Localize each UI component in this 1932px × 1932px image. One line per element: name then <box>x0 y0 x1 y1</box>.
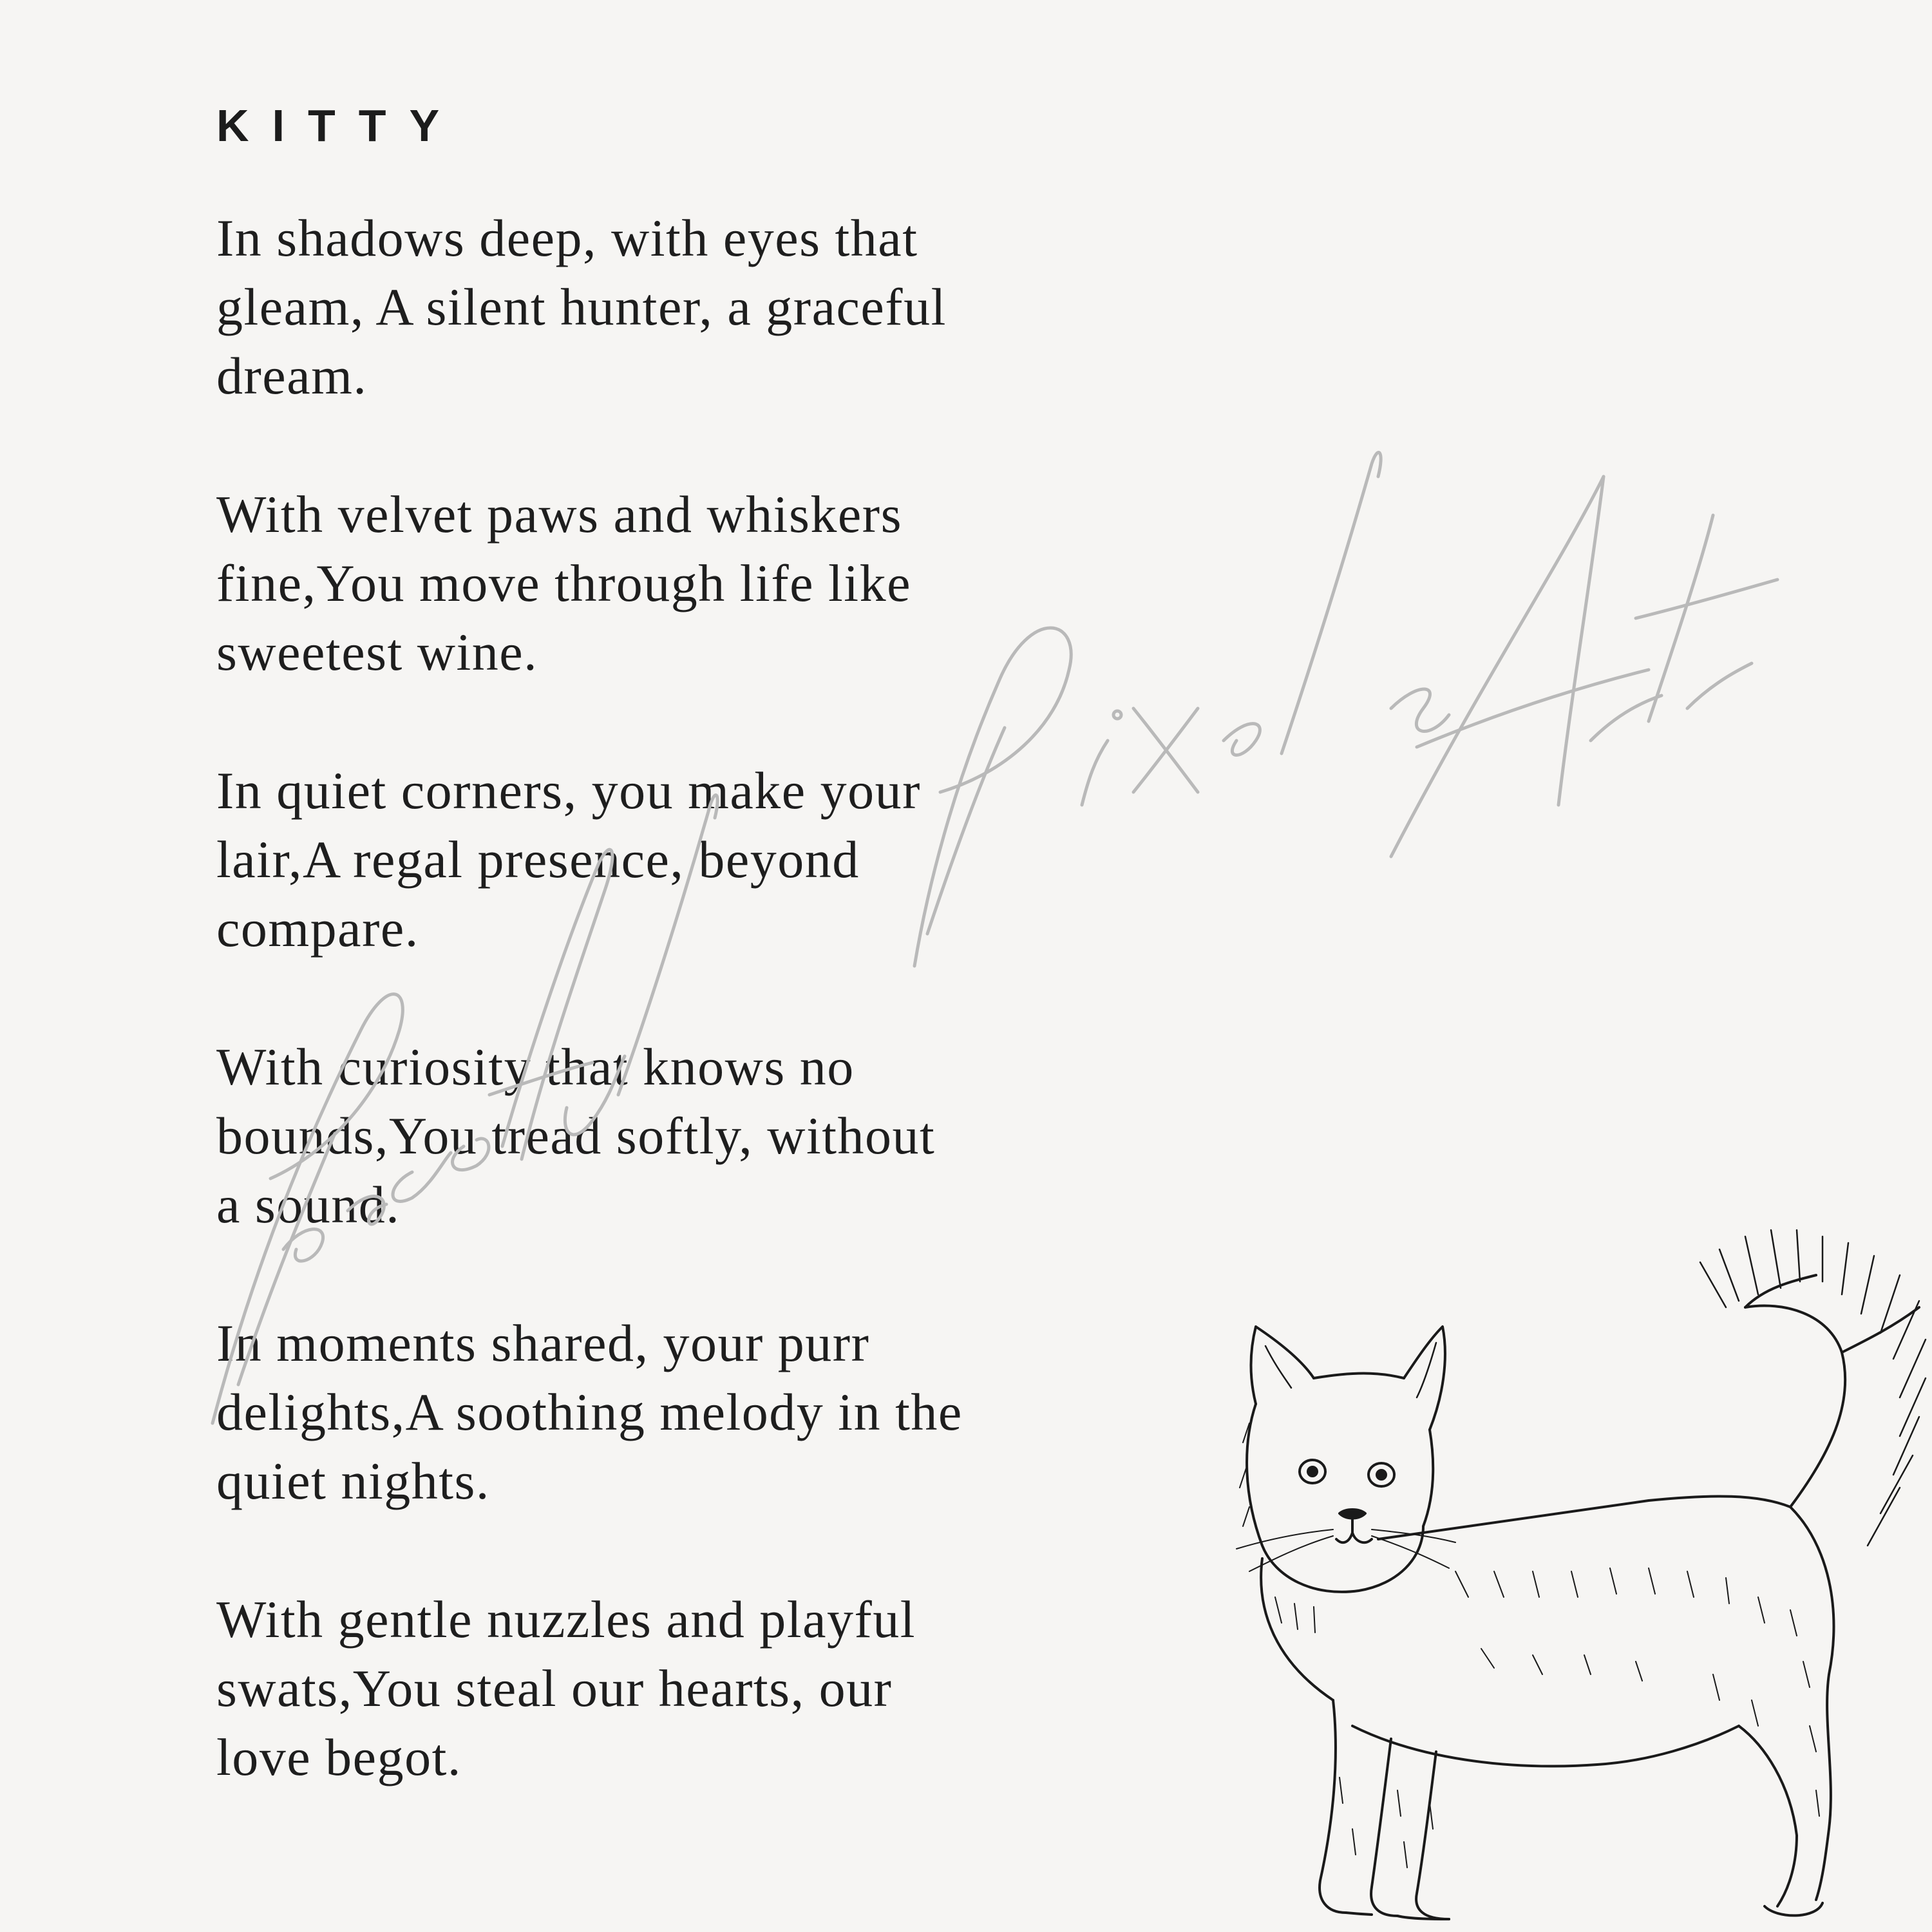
cat-line-drawing-icon <box>1146 1211 1932 1932</box>
poem-line: a sound. <box>216 1175 401 1234</box>
stanza-1 <box>216 204 1131 410</box>
poem-line: With curiosity that knows no <box>216 1037 855 1096</box>
poem-line: dream. <box>216 346 368 405</box>
poem-line: In moments shared, your purr <box>216 1314 870 1372</box>
poem-body <box>216 204 1131 1861</box>
poem-line: bounds,You tread softly, without <box>216 1106 936 1165</box>
stanza-4 <box>216 1032 1131 1239</box>
stanza-6 <box>216 1585 1131 1792</box>
poem-line: compare. <box>216 899 419 958</box>
poem-line: gleam, A silent hunter, a graceful <box>216 278 947 336</box>
poem-line: fine,You move through life like <box>216 554 911 612</box>
poem-line: With velvet paws and whiskers <box>216 485 902 544</box>
stanza-5 <box>216 1309 1131 1515</box>
poem-line: lair,A regal presence, beyond <box>216 830 860 889</box>
poem-line: delights,A soothing melody in the <box>216 1383 963 1441</box>
stanza-3 <box>216 756 1131 963</box>
poem-line: In shadows deep, with eyes that <box>216 209 918 267</box>
poem-line: In quiet corners, you make your <box>216 761 921 820</box>
poem-line: sweetest wine. <box>216 623 538 681</box>
poem-line: swats,You steal our hearts, our <box>216 1659 893 1718</box>
stanza-2 <box>216 480 1131 687</box>
poem-line: With gentle nuzzles and playful <box>216 1590 916 1649</box>
poem-line: quiet nights. <box>216 1452 490 1510</box>
poem-title: KITTY <box>216 100 463 151</box>
poem-line: love begot. <box>216 1728 462 1786</box>
